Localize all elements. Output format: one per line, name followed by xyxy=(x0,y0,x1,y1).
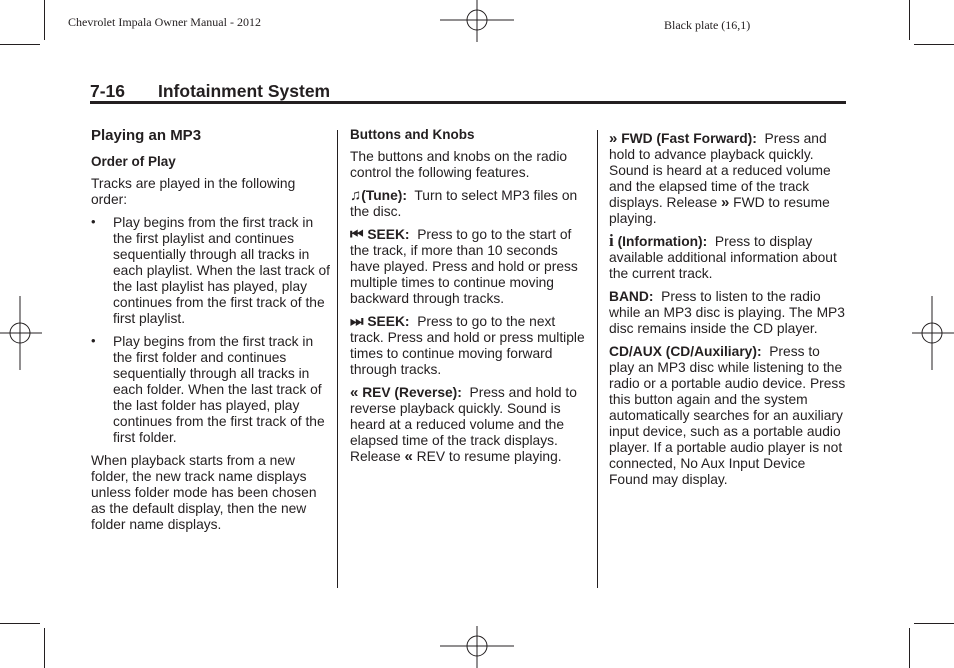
tune-text: Turn to select MP3 files on the disc. xyxy=(350,188,578,219)
intro-text: The buttons and knobs on the radio control the following features. xyxy=(350,149,568,180)
section-number: 7-16 xyxy=(90,81,126,101)
crop-mark xyxy=(909,628,910,668)
seek-back-item xyxy=(350,227,588,307)
registration-mark-top xyxy=(440,0,516,42)
rev-text-2: REV to resume playing. xyxy=(416,449,562,464)
info-text: Press to display available additional information about the current track. xyxy=(609,234,837,281)
registration-mark-right xyxy=(912,296,954,372)
rewind-icon: « xyxy=(350,384,359,401)
info-label: (Information): xyxy=(617,234,708,249)
seek-back-label: SEEK: xyxy=(367,227,410,242)
fwd-text-2: FWD to resume playing. xyxy=(609,195,830,226)
fwd-item xyxy=(609,131,847,227)
crop-mark xyxy=(914,623,954,624)
fast-forward-icon: » xyxy=(609,130,618,147)
seek-back-text: Press to go to the start of the track, if more than 10 seconds have played. Press and hold or press multiple times to continue moving backward through tracks. xyxy=(350,227,578,306)
column-1 xyxy=(91,127,331,540)
subheading-order-of-play: Order of Play xyxy=(91,154,176,169)
seek-forward-icon: ⏭ xyxy=(350,313,364,330)
band-item xyxy=(609,289,847,337)
column-2 xyxy=(350,127,588,472)
list-item-text: Play begins from the first track in the first playlist and continues sequentially through all tracks in each playlist. When the last track of the last playlist has played, play continues from the first track of the first playlist. xyxy=(113,215,331,326)
column-divider xyxy=(337,130,338,588)
info-item xyxy=(609,231,847,282)
crop-mark xyxy=(0,44,40,45)
section-rule xyxy=(90,101,846,104)
fast-forward-icon: » xyxy=(720,194,730,211)
bullet-icon: • xyxy=(91,214,96,229)
crop-mark xyxy=(909,0,910,40)
seek-forward-item xyxy=(350,314,588,378)
column-divider xyxy=(597,130,598,588)
heading-buttons-knobs: Buttons and Knobs xyxy=(350,127,475,142)
rev-text: Press and hold to reverse playback quickly. Sound is heard at a reduced volume and the elapsed time of the track displays. Release xyxy=(350,385,577,464)
tune-label: (Tune): xyxy=(361,188,407,203)
rev-label: REV (Reverse): xyxy=(362,385,462,400)
crop-mark xyxy=(44,0,45,40)
list-item xyxy=(91,334,331,446)
registration-mark-left xyxy=(0,296,42,372)
rewind-icon: « xyxy=(404,448,413,465)
crop-mark xyxy=(914,44,954,45)
fwd-text: Press and hold to advance playback quickly. Sound is heard at a reduced volume and the elapsed time of the track displays. Release xyxy=(609,131,831,210)
heading-playing-mp3: Playing an MP3 xyxy=(91,127,202,144)
intro-text: Tracks are played in the following order: xyxy=(91,176,296,207)
column-3 xyxy=(609,131,847,495)
registration-mark-bottom xyxy=(440,626,516,668)
fwd-label: FWD (Fast Forward): xyxy=(621,131,757,146)
music-note-icon: ♫ xyxy=(350,187,362,204)
cdaux-text: Press to play an MP3 disc while listening to the radio or a portable audio device. Press this button again and the system automatically searches for an auxiliary input device, such as a portable audio player. If a portable audio player is not connected, No Aux Input Device Found may display. xyxy=(609,344,846,487)
rev-item xyxy=(350,385,588,465)
crop-mark xyxy=(0,623,40,624)
crop-mark xyxy=(44,628,45,668)
seek-back-icon: ⏮ xyxy=(350,226,364,243)
info-icon: i xyxy=(609,231,614,250)
cdaux-item xyxy=(609,344,847,488)
closing-text: When playback starts from a new folder, the new track name displays unless folder mode has been chosen as the default display, then the new folder name displays. xyxy=(91,453,317,532)
list-item-text: Play begins from the first track in the first folder and continues sequentially through all tracks in each folder. When the last track of the last folder has played, play continues from the first track of the first folder. xyxy=(113,334,325,445)
tune-item xyxy=(350,188,588,220)
bullet-icon: • xyxy=(91,333,96,348)
seek-forward-label: SEEK: xyxy=(367,314,410,329)
seek-forward-text: Press to go to the next track. Press and hold or press multiple times to continue moving forward through tracks. xyxy=(350,314,585,377)
band-text: Press to listen to the radio while an MP3 disc is playing. The MP3 disc remains inside the CD player. xyxy=(609,289,845,336)
list-item xyxy=(91,215,331,327)
band-label: BAND: xyxy=(609,289,654,304)
manual-title: Chevrolet Impala Owner Manual - 2012 xyxy=(68,15,261,29)
section-title: Infotainment System xyxy=(158,81,331,101)
plate-label: Black plate (16,1) xyxy=(664,18,751,32)
cdaux-label: CD/AUX (CD/Auxiliary): xyxy=(609,344,762,359)
